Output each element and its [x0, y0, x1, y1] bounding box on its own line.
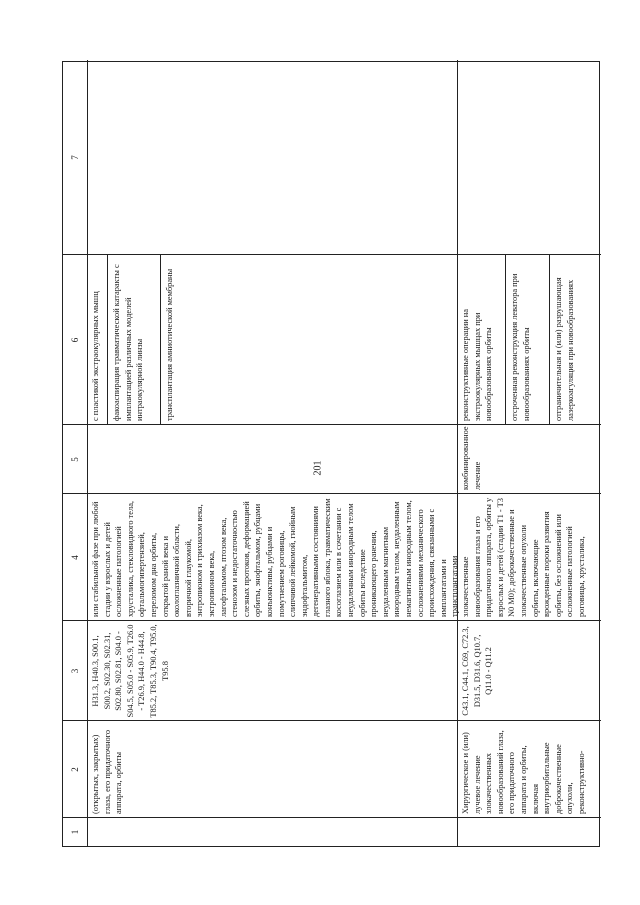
row2-treatment-type: комбинированное лечение — [461, 426, 482, 490]
grid-line — [160, 255, 161, 425]
page-number: 201 — [312, 460, 324, 476]
row2-method-b: отсроченная реконструкция леватора при новообразованиях орбиты — [510, 273, 531, 421]
grid-line — [63, 493, 601, 494]
header-col-2: 2 — [70, 767, 80, 772]
grid-line — [457, 60, 458, 846]
grid-line — [549, 255, 550, 425]
row2-icd-codes: C43.1, C44.1, C69, C72.3, D31.5, D31.6, Q10.7, Q11.0 - Q11.2 — [461, 626, 494, 716]
row2-method-a: реконструктивные операции на экстраокулярных мышцах при новообразованиях орбиты — [461, 309, 494, 421]
row2-condition-group: Хирургическое и (или) лучевое лечение злокачественных новообразований глаза, его придаточного аппарата и орбиты, включая внутриорбитальные доброкачественные опухоли, реконструктивно- — [461, 730, 586, 814]
grid-line — [505, 255, 506, 425]
medical-table — [62, 61, 600, 847]
grid-line — [63, 817, 601, 818]
grid-line — [63, 720, 601, 721]
row1-icd-codes: H31.3, H40.3, S00.1, S00.2, S02.30, S02.31, S02.80, S02.81, S04.0 - S04.5, S05.0 - S05.9, T26.0 - T26.9, H44.0 - H44.8, T85.2, T85.3, T90.4, T95.0, T95.8 — [91, 624, 170, 718]
row1-method-c: трансплантация амниотической мембраны — [165, 268, 174, 421]
grid-line — [87, 60, 88, 846]
rotated-page — [0, 61, 600, 835]
header-col-7: 7 — [70, 155, 80, 160]
row1-method-a: с пластикой экстраокулярных мышц — [91, 291, 100, 421]
row1-condition-group: (открытых, закрытых) глаза, его придаточного аппарата, орбиты — [91, 729, 124, 814]
grid-line — [63, 620, 601, 621]
grid-line — [63, 424, 601, 425]
header-col-6: 6 — [70, 337, 80, 343]
header-col-3: 3 — [70, 668, 80, 674]
row1-method-b: факоаспирация травматической катаракты с имплантацией различных моделей интраокулярной линзы — [112, 264, 145, 421]
row2-method-c: отграничительная и (или) разрушающая лазеркоагуляция при новообразованиях — [554, 277, 575, 421]
row1-model-description: или стабильной фазе при любой стадии у взрослых и детей осложненные патологией хрусталика, стекловидного тела, офтальмогипертензией, переломом дна орбиты, открытой раной века и окологлазничной области, вторичной глаукомой, энтропионом и трихиазом века, эктропионом века, лагофтальмом, птозом века, стенозом и недостаточностью слезных протоков, деформацией орбиты, энофтальмом, рубцами конъюнктивы, рубцами и помутнением роговицы, слипчивой лейкомой, гнойным эндофтальмитом, дегенеративными состояниями глазного яблока, травматическим косоглазием или в сочетании с неудаленным инородным телом орбиты вследствие проникающего ранения, неудаленным магнитным инородным телом, неудаленным немагнитным инородным телом, осложнениями механического происхождения, связанными с имплантатами и трансплантатами — [91, 498, 460, 617]
header-col-4: 4 — [70, 555, 80, 560]
header-col-1: 1 — [70, 829, 80, 835]
grid-line — [63, 254, 601, 255]
row2-model-description: злокачественные новообразования глаза и его придаточного аппарата, орбиты у взрослых и детей (стадии T1 - T3 N0 M0); доброкачественные и злокачественные опухоли орбиты, включающие врожденные пороки развития орбиты, без осложнений или осложненные патологией роговицы, хрусталика, — [461, 497, 586, 617]
header-col-5: 5 — [70, 457, 80, 462]
grid-line — [107, 255, 108, 425]
